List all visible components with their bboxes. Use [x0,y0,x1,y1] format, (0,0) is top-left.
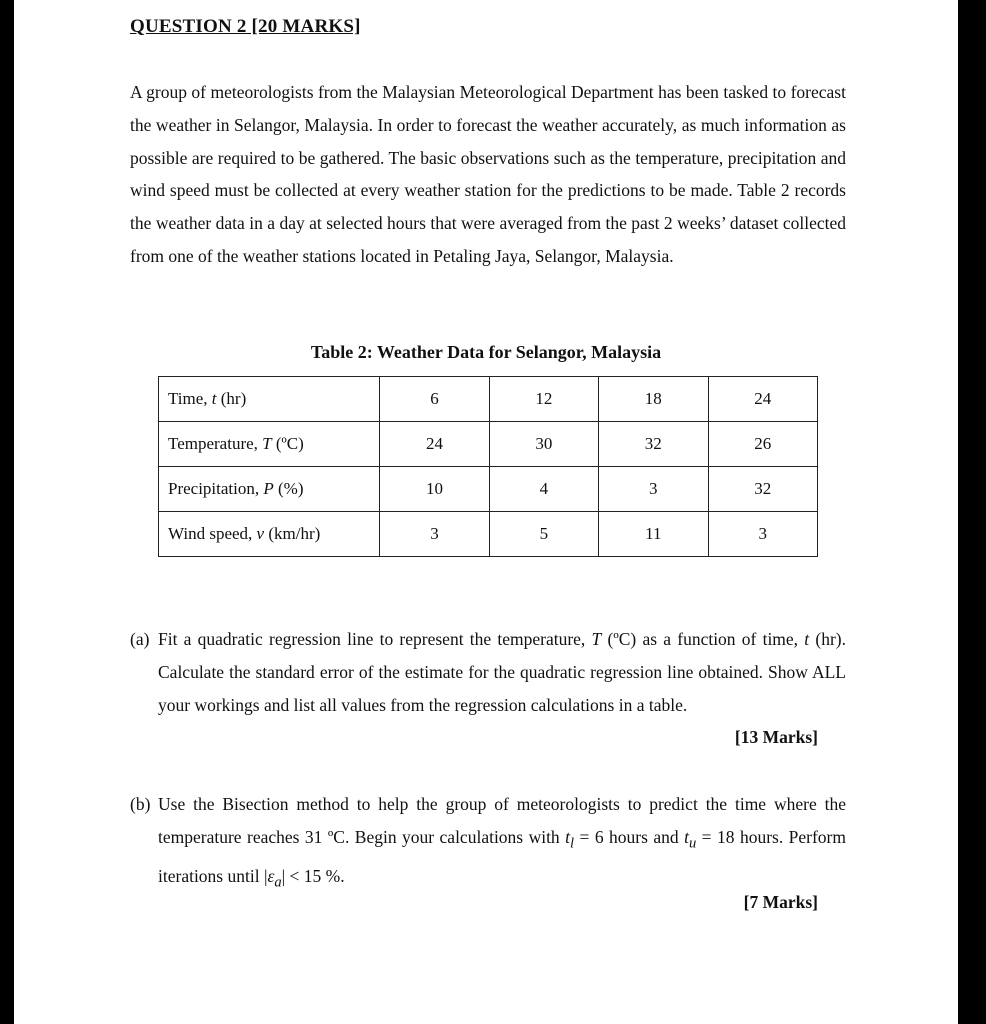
table-cell: 3 [599,467,708,512]
row-label: Time, t (hr) [159,377,380,422]
question-title: QUESTION 2 [20 MARKS] [130,16,361,37]
document-page [14,0,958,1024]
table-cell: 6 [380,377,489,422]
table-cell: 30 [489,422,598,467]
table-cell: 4 [489,467,598,512]
part-a-text: Fit a quadratic regression line to represent the temperature, T (ºC) as a function of time, t (hr). Calculate the standard error of the estimate for the quadratic regression line obtained. Show ALL your workings and list all values from the regression calculations in a table. [158,629,846,715]
question-intro-paragraph: A group of meteorologists from the Malaysian Meteorological Department has been tasked to forecast the weather in Selangor, Malaysia. In order to forecast the weather accurately, as much information as possible are required to be gathered. The basic observations such as the temperature, precipitation and wind speed must be collected at every weather station for the predictions to be made. Table 2 records the weather data in a day at selected hours that were averaged from the past 2 weeks’ dataset collected from one of the weather stations located in Petaling Jaya, Selangor, Malaysia. [130,82,846,266]
table-row-precipitation [159,467,818,512]
row-label: Wind speed, v (km/hr) [159,512,380,557]
table-cell: 5 [489,512,598,557]
right-dark-margin [958,0,986,1024]
table-cell: 18 [599,377,708,422]
table-cell: 26 [708,422,817,467]
table-cell: 3 [380,512,489,557]
table-cell: 32 [599,422,708,467]
table-cell: 24 [708,377,817,422]
part-b-label: (b) [130,794,151,814]
part-b-text: Use the Bisection method to help the group of meteorologists to predict the time where the temperature reaches 31 ºC. Begin your calculations with $t_l = 6$ hours and $t_u = 18$ hours. Perform iterations until $|\varepsilon_a| < 15$ %. [158,794,846,891]
table-row-time [159,377,818,422]
table-cell: 3 [708,512,817,557]
table-caption: Table 2: Weather Data for Selangor, Malaysia [310,342,662,362]
row-label: Temperature, T (ºC) [159,422,380,467]
table-row-wind-speed [159,512,818,557]
weather-data-table [158,376,818,557]
part-a-question [130,623,846,721]
part-a-label: (a) [130,629,150,649]
part-b-marks: [7 Marks] [743,892,818,912]
row-label: Precipitation, P (%) [159,467,380,512]
table-cell: 10 [380,467,489,512]
table-row-temperature [159,422,818,467]
table-cell: 24 [380,422,489,467]
part-a-marks: [13 Marks] [734,727,818,747]
left-dark-margin [0,0,14,1024]
part-b-question [130,788,846,899]
table-cell: 32 [708,467,817,512]
table-cell: 12 [489,377,598,422]
table-cell: 11 [599,512,708,557]
